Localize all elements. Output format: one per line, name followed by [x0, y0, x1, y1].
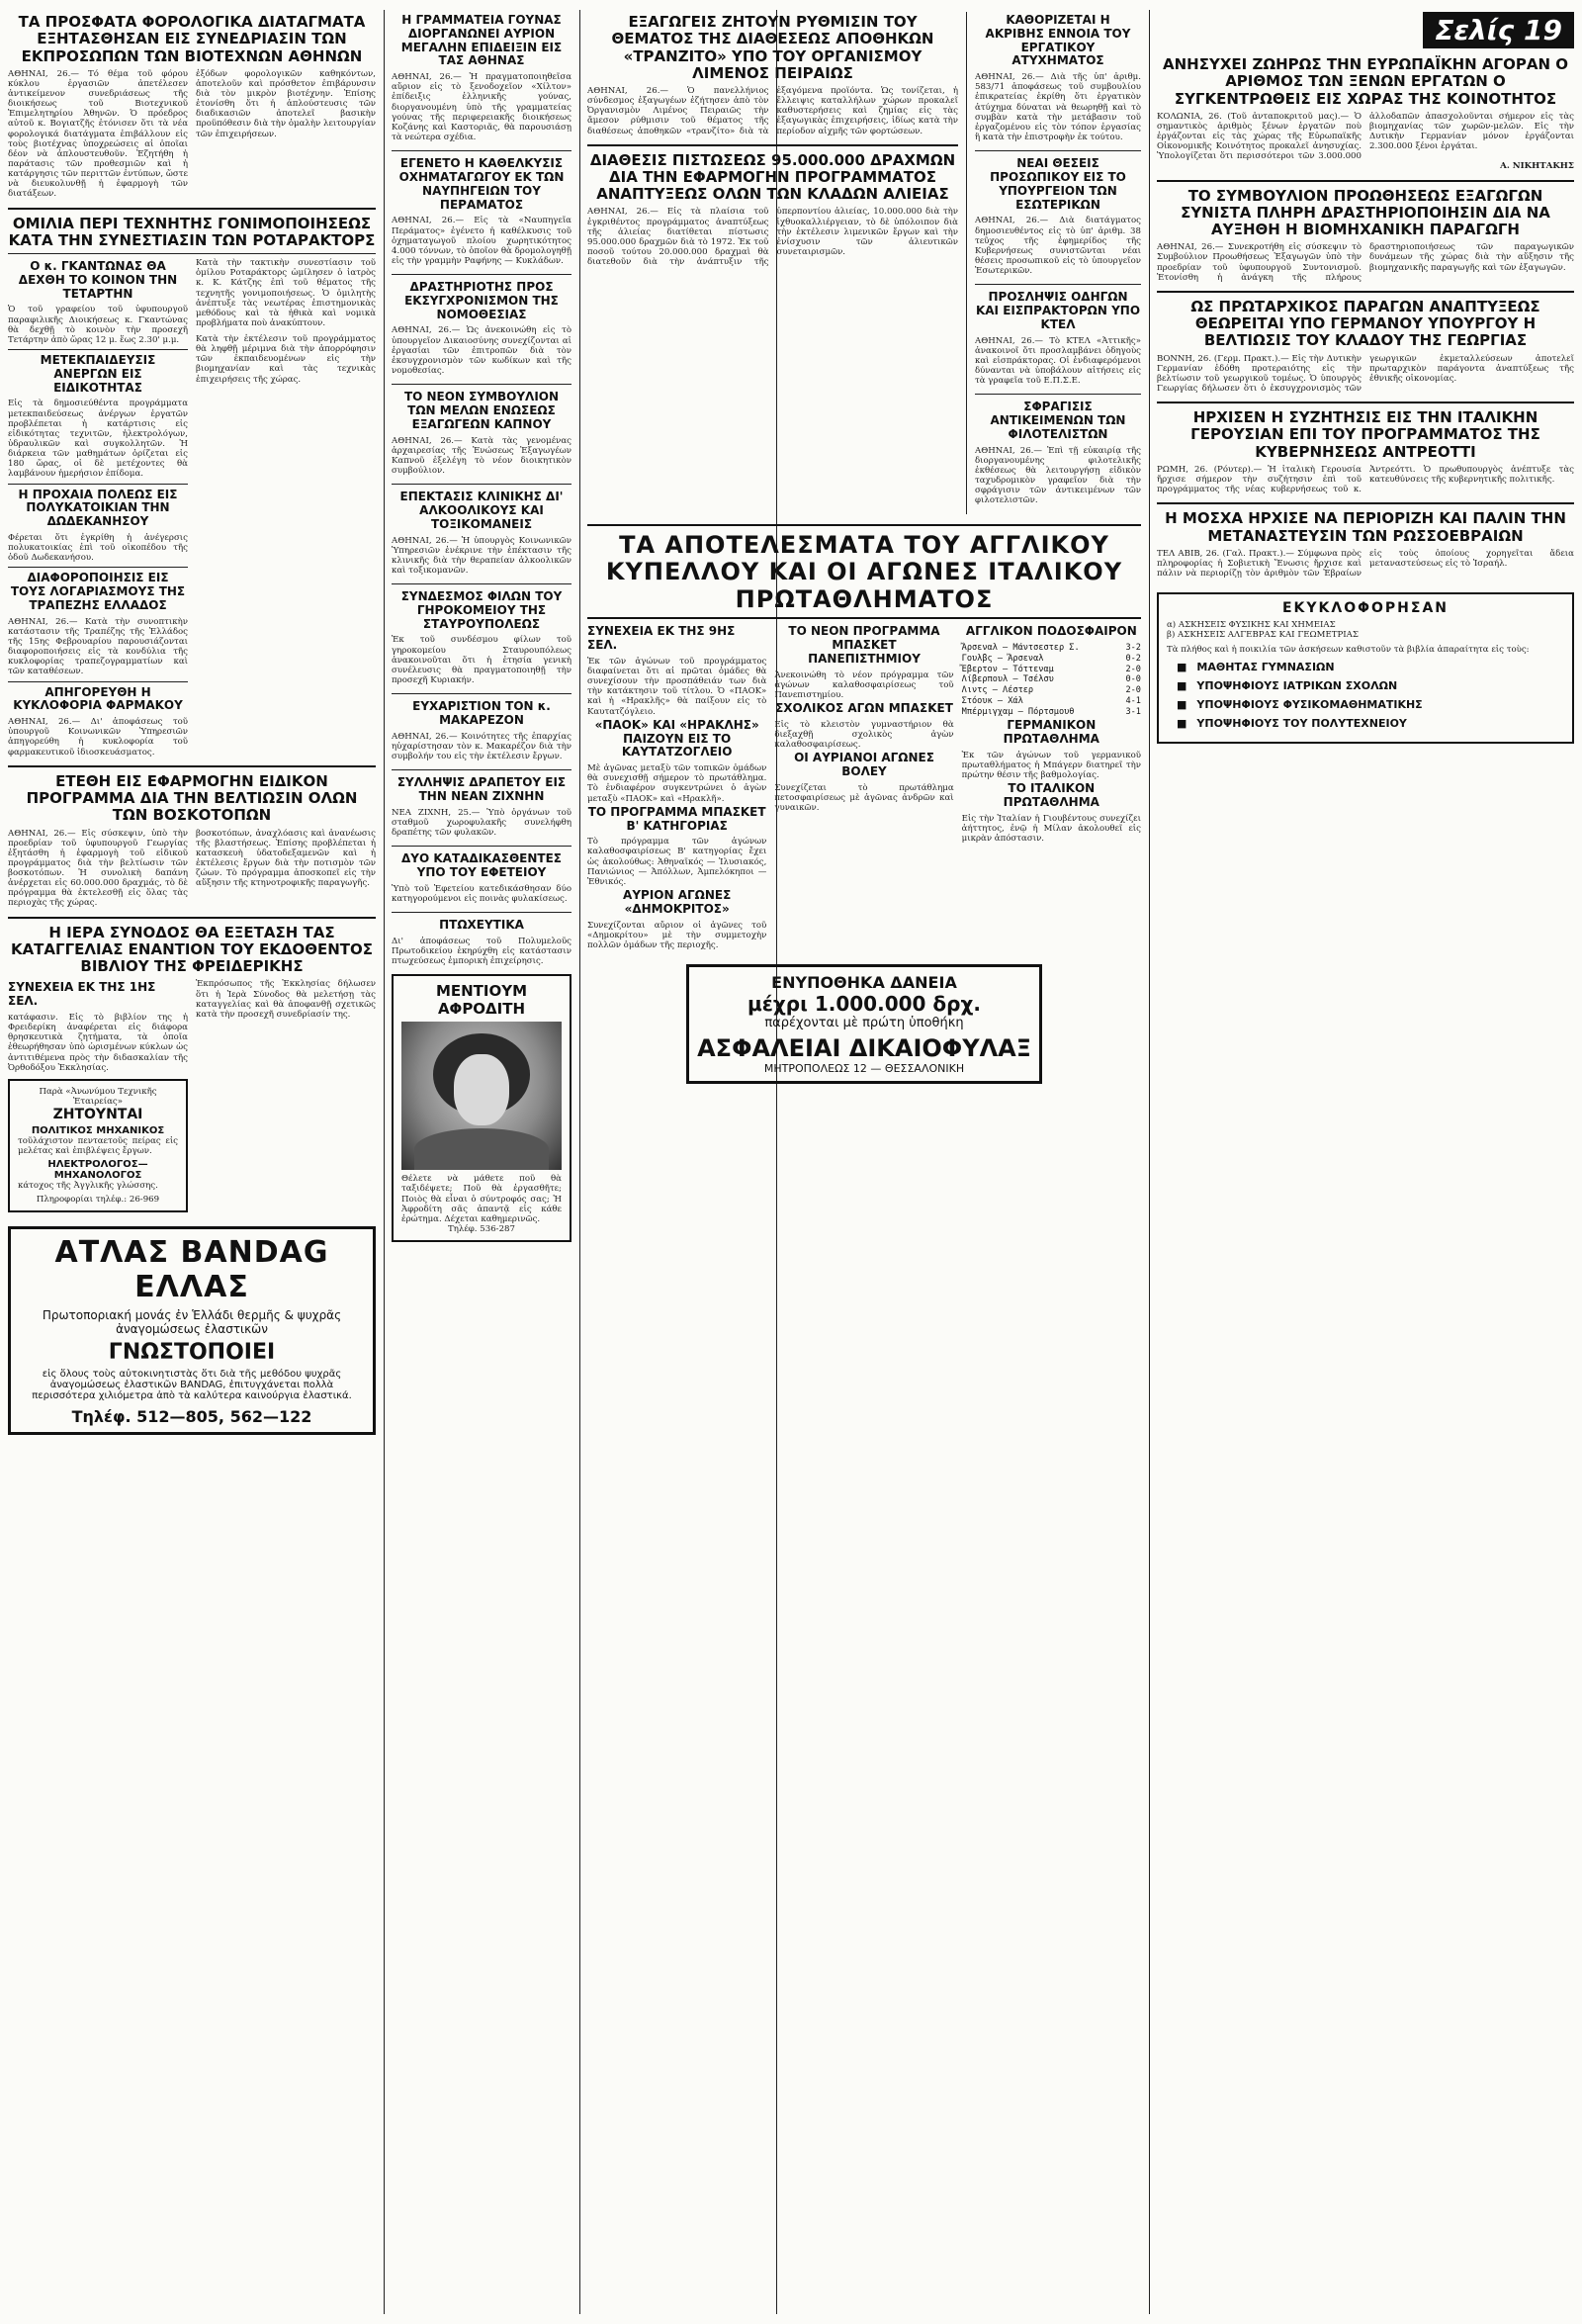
ad-item-desc: κάτοχος τῆς Ἀγγλικῆς γλώσσης. — [18, 1181, 158, 1192]
ad-item: ΗΛΕΚΤΡΟΛΟΓΟΣ—ΜΗΧΑΝΟΛΟΓΟΣ — [47, 1159, 148, 1182]
list-item: ■ ΥΠΟΨΗΦΙΟΥΣ ΤΟΥ ΠΟΛΥΤΕΧΝΕΙΟΥ — [1177, 717, 1564, 730]
article-body: ΑΘΗΝΑΙ, 26.— Κατὰ τὰς γενομένας ἀρχαιρεσίας τῆς Ἑνώσεως Ἐξαγωγέων Καπνοῦ ἐξελέγη τὸ νέον διοικητικὸν συμβούλιον. — [392, 435, 571, 476]
atlas-bandag-ad — [8, 1226, 376, 1435]
article-body: ἐξόδων φορολογικῶν καθηκόντων, ἀποτελοῦν καὶ πρόσθετον ἐπιβάρυνσιν διὰ τὸν μικρὸν βιοτέχνην. Ἐπίσης ἐτονίσθη ὅτι ἡ ἀπλούστευσις τῶν διαδικασιῶν ἀποτελεῖ βασικὴν προϋπόθεσιν διὰ τὴν ὁμαλὴν λειτουργίαν τῶν ἐπιχειρήσεων. — [196, 68, 376, 139]
ad-text: Θέλετε νὰ μάθετε ποῦ θὰ ταξιδέψετε; Ποῦ θὰ ἐργασθῆτε; Ποιὸς θὰ εἶναι ὁ σύντροφός σας; Ἡ Ἀφροδίτη σᾶς ἀπαντᾷ εἰς κάθε ἐρώτημα. Δέχεται καθημερινῶς. — [401, 1174, 562, 1224]
ad-title: ΜΕΝΤΙΟΥΜ ΑΦΡΟΔΙΤΗ — [435, 982, 528, 1019]
article-body: Εἰς τὴν Ἰταλίαν ἡ Γιουβέντους συνεχίζει ἀήττητος, ἐνῷ ἡ Μίλαν ἀκολουθεῖ εἰς μικρὰν ἀπόστασιν. — [961, 813, 1141, 845]
ad-address: ΜΗΤΡΟΠΟΛΕΩΣ 12 — ΘΕΣΣΑΛΟΝΙΚΗ — [763, 1062, 965, 1076]
article-body: Ἐκ τῶν ἀγώνων τοῦ προγράμματος διαφαίνεται ὅτι αἱ πρῶται ὁμάδες θὰ συνεχίσουν τὴν προσπάθειάν των διὰ τὴν κατάκτησιν τοῦ τίτλου. Ὁ «ΠΑΟΚ» καὶ ἡ «Ηρακλῆς» θὰ παίξουν εἰς τὸ Καυτατζόγλειο. — [587, 656, 767, 717]
article-body: βοσκοτόπων, ἀναχλόασις καὶ ἀνανέωσις τῆς βλαστήσεως. Ἐπίσης προβλέπεται ἡ κατασκευὴ ὑδατοδεξαμενῶν καὶ ἡ ἐκτέλεσις ἔργων διὰ τὴν ποτισμὸν τῶν ζώων. Τὸ πρόγραμμα ἀποσκοπεῖ εἰς τὴν αὔξησιν τῆς κτηνοτροφικῆς παραγωγῆς. — [196, 828, 376, 889]
headline: ΤΟ ΝΕΟΝ ΣΥΜΒΟΥΛΙΟΝ ΤΩΝ ΜΕΛΩΝ ΕΝΩΣΕΩΣ ΕΞΑΓΩΓΕΩΝ ΚΑΠΝΟΥ — [403, 390, 560, 431]
football-results — [962, 643, 1141, 717]
article-fertilization-talk — [8, 214, 376, 758]
article-body: Εἰς τὰ δημοσιεύθέντα προγράμματα μετεκπαιδεύσεως ἀνέργων ἐργατῶν προβλέπεται ἡ κατάρτισις εἰς εἰδικότητας τεχνιτῶν, ἡλεκτρολόγων, ὑδραυλικῶν καὶ συγκολλητῶν. Ἡ διάρκεια τῶν μαθημάτων ὁρίζεται εἰς 180 ὥρας, οἱ δὲ μετέχοντες θὰ λαμβάνουν ἡμερήσιον ἐπίδομα. — [8, 399, 188, 480]
headline: ΔΙΑΘΕΣΙΣ ΠΙΣΤΩΣΕΩΣ 95.000.000 ΔΡΑΧΜΩΝ ΔΙΑ ΤΗΝ ΕΦΑΡΜΟΓΗΝ ΠΡΟΓΡΑΜΜΑΤΟΣ ΑΝΑΠΤΥΞΕΩΣ ΟΛΩΝ ΤΩΝ ΚΛΑΔΩΝ ΑΛΙΕΙΑΣ — [589, 150, 956, 204]
ad-item: ΠΟΛΙΤΙΚΟΣ ΜΗΧΑΝΙΚΟΣ — [31, 1125, 165, 1137]
headline: ΔΡΑΣΤΗΡΙΟΤΗΣ ΠΡΟΣ ΕΚΣΥΓΧΡΟΝΙΣΜΟΝ ΤΗΣ ΝΟΜΟΘΕΣΙΑΣ — [404, 280, 559, 321]
subheadline: ΔΙΑΦΟΡΟΠΟΙΗΣΙΣ ΕΙΣ ΤΟΥΣ ΛΟΓΑΡΙΑΣΜΟΥΣ ΤΗΣ ΤΡΑΠΕΖΗΣ ΕΛΛΑΔΟΣ — [10, 571, 186, 612]
article-body: Μὲ ἀγῶνας μεταξὺ τῶν τοπικῶν ὁμάδων θὰ συνεχισθῇ σήμερον τὸ πρωτάθλημα. Τὸ ἐνδιαφέρον συγκεντρώνει ὁ ἀγὼν μεταξὺ «ΠΑΟΚ» καὶ «Ηρακλῆ». — [587, 763, 767, 804]
headline: ΤΑ ΠΡΟΣΦΑΤΑ ΦΟΡΟΛΟΓΙΚΑ ΔΙΑΤΑΓΜΑΤΑ ΕΞΗΤΑΣΘΗΣΑΝ ΕΙΣ ΣΥΝΕΔΡΙΑΣΙΝ ΤΩΝ ΕΚΠΡΟΣΩΠΩΝ ΤΩΝ ΒΙΟΤΕΧΝΩΝ ΑΘΗΝΩΝ — [18, 13, 366, 65]
column-rule — [1149, 10, 1150, 2314]
headline: Η ΜΟΣΧΑ ΗΡΧΙΣΕ ΝΑ ΠΕΡΙΟΡΙΖΗ ΚΑΙ ΠΑΛΙΝ ΤΗΝ ΜΕΤΑΝΑΣΤΕΥΣΙΝ ΤΩΝ ΡΩΣΣΟΕΒΡΑΙΩΝ — [1165, 509, 1566, 545]
headline: ΑΝΗΣΥΧΕΙ ΖΩΗΡΩΣ ΤΗΝ ΕΥΡΩΠΑΪΚΗΝ ΑΓΟΡΑΝ Ο ΑΡΙΘΜΟΣ ΤΩΝ ΞΕΝΩΝ ΕΡΓΑΤΩΝ Ο ΣΥΓΚΕΝΤΡΩΘΕΙΣ ΕΙΣ ΧΩΡΑΣ ΤΗΣ ΚΟΙΝΟΤΗΤΟΣ — [1163, 55, 1568, 108]
article-body: ΑΘΗΝΑΙ, 26.— Τὸ ΚΤΕΛ «Ἀττικῆς» ἀνακοινοῖ ὅτι προσλαμβάνει ὁδηγοὺς καὶ εἰσπράκτορας. Οἱ ἐνδιαφερόμενοι δύνανται νὰ ὑποβάλουν αἰτήσεις εἰς τὰ γραφεῖα τοῦ Ε.Π.Σ.Ε. — [975, 335, 1141, 387]
article-body: Δι' ἀποφάσεως τοῦ Πολυμελοῦς Πρωτοδικείου ἐκηρύχθη εἰς κατάστασιν πτωχεύσεως ἐμπορικὴ ἐπιχείρησις. — [392, 936, 571, 967]
ad-brand: ΑΤΛΑΣ BANDAG ΕΛΛΑΣ — [54, 1234, 329, 1304]
headline: Η ΓΡΑΜΜΑΤΕΙΑ ΓΟΥΝΑΣ ΔΙΟΡΓΑΝΩΝΕΙ ΑΥΡΙΟΝ ΜΕΓΑΛΗΝ ΕΠΙΔΕΙΞΙΝ ΕΙΣ ΤΑΣ ΑΘΗΝΑΣ — [400, 13, 563, 68]
continuation-label: ΣΥΝΕΧΕΙΑ ΕΚ ΤΗΣ 9ΗΣ ΣΕΛ. — [587, 624, 736, 653]
headline: ΕΞΑΓΩΓΕΙΣ ΖΗΤΟΥΝ ΡΥΘΜΙΣΙΝ ΤΟΥ ΘΕΜΑΤΟΣ ΤΗΣ ΔΙΑΘΕΣΕΩΣ ΑΠΟΘΗΚΩΝ «ΤΡΑΝΖΙΤΟ» ΥΠΟ ΤΟΥ ΟΡΓΑΝΙΣΜΟΥ ΛΙΜΕΝΟΣ ΠΕΙΡΑΙΩΣ — [611, 13, 934, 82]
article-body: ΡΩΜΗ, 26. (Ρόυτερ).— Ἡ ἰταλικὴ Γερουσία ἤρχισε σήμερον τὴν συζήτησιν ἐπὶ τοῦ προγράμματος τῆς νέας κυβερνήσεως τοῦ κ. Ἀντρεόττι. Ὁ πρωθυπουργὸς ἀνέπτυξε τὰς κατευθύνσεις τῆς κυβερνητικῆς πολιτικῆς. — [1157, 464, 1574, 495]
article-body: Ἐκ τῶν ἀγώνων τοῦ γερμανικοῦ πρωταθλήματος ἡ Μπάγερν διατηρεῖ τὴν πρώτην θέσιν τῆς βαθμολογίας. — [961, 750, 1141, 781]
sports-section — [587, 530, 1141, 950]
subheadline: ΟΙ ΑΥΡΙΑΝΟΙ ΑΓΩΝΕΣ ΒΟΛΕΥ — [794, 751, 934, 779]
result-row: Λιντς — Λέστερ 2-0 — [961, 685, 1141, 696]
headline: ΕΓΕΝΕΤΟ Η ΚΑΘΕΛΚΥΣΙΣ ΟΧΗΜΑΤΑΓΩΓΟΥ ΕΚ ΤΩΝ ΝΑΥΠΗΓΕΙΩΝ ΤΟΥ ΠΕΡΑΜΑΤΟΣ — [398, 156, 565, 212]
article-body: ΑΘΗΝΑΙ, 26.— Διὰ τῆς ὑπ' ἀριθμ. 583/71 ἀποφάσεως τοῦ συμβουλίου ἐπικρατείας ἐκρίθη ὅτι ἐργατικὸν ἀτύχημα δύναται νὰ θεωρηθῇ καὶ τὸ συμβὰν κατὰ τὴν μετάβασιν τοῦ ἐργαζομένου εἰς τὸν τόπον ἐργασίας ἢ κατὰ τὴν ἐπιστροφὴν ἐκ τούτου. — [975, 72, 1141, 143]
headline: ΝΕΑΙ ΘΕΣΕΙΣ ΠΡΟΣΩΠΙΚΟΥ ΕΙΣ ΤΟ ΥΠΟΥΡΓΕΙΟΝ ΤΩΝ ΕΣΩΤΕΡΙΚΩΝ — [990, 156, 1126, 212]
article-body: Συνεχίζονται αὔριον οἱ ἀγῶνες τοῦ «Δημοκρίτου» μὲ τὴν συμμετοχὴν πολλῶν ὁμάδων τῆς περιοχῆς. — [587, 920, 767, 950]
ad-phone: Πληροφορίαι τηλέφ.: 26-969 — [36, 1194, 160, 1205]
article-italian-senate — [1157, 407, 1574, 494]
subheadline: ΤΟ ΝΕΟΝ ΠΡΟΓΡΑΜΜΑ ΜΠΑΣΚΕΤ ΠΑΝΕΠΙΣΤΗΜΙΟΥ — [788, 624, 940, 666]
page-number-label: Σελίς 19 — [1423, 12, 1574, 48]
article-body: Συνεχίζεται τὸ πρωτάθλημα πετοσφαιρίσεως μὲ ἀγῶνας ἀνδρῶν καὶ γυναικῶν. — [774, 782, 954, 814]
aphrodite-ad — [392, 974, 571, 1242]
column-1 — [8, 12, 376, 1441]
article-body: Ὁ τοῦ γραφείου τοῦ ὑφυπουργοῦ παραφιλικῆς Διοικήσεως κ. Γκαντώνας θὰ δεχθῇ τὸ κοινὸν τὴν προσεχῆ Τετάρτην ἀπὸ ὥρας 12 μ. ἕως 2.30' μ.μ. — [8, 305, 188, 345]
article-body: ΑΘΗΝΑΙ, 26.— Διὰ διατάγματος δημοσιευθέντος εἰς τὸ ὑπ' ἀριθμ. 38 τεῦχος τῆς ἐφημερίδος τῆς Κυβερνήσεως συνιστῶνται νέαι θέσεις προσωπικοῦ εἰς τὸ ὑπουργεῖον Ἐσωτερικῶν. — [975, 216, 1141, 277]
circulation-ad — [1157, 592, 1574, 743]
headline: Η ΙΕΡΑ ΣΥΝΟΔΟΣ ΘΑ ΕΞΕΤΑΣΗ ΤΑΣ ΚΑΤΑΓΓΕΛΙΑΣ ΕΝΑΝΤΙΟΝ ΤΟΥ ΕΚΔΟΘΕΝΤΟΣ ΒΙΒΛΙΟΥ ΤΗΣ ΦΡΕΙΔΕΡΙΚΗΣ — [10, 923, 374, 976]
ad-phone: Τηλέφ. 536-287 — [448, 1223, 515, 1234]
headline: ΠΤΩΧΕΥΤΙΚΑ — [439, 918, 524, 933]
subheadline: ΑΓΓΛΙΚΟΝ ΠΟΔΟΣΦΑΙΡΟΝ — [965, 624, 1137, 639]
article-body: ΑΘΗΝΑΙ, 26.— Συνεκροτήθη εἰς σύσκεψιν τὸ Συμβούλιον Προωθήσεως Ἐξαγωγῶν ὑπὸ τὴν προεδρίαν τοῦ ὑφυπουργοῦ Συντονισμοῦ. Ἐτονίσθη ἡ ἀνάγκη τῆς πλήρους δραστηριοποιήσεως τῶν παραγωγικῶν δυνάμεων τῆς χώρας διὰ τὴν αὔξησιν τῆς βιομηχανικῆς παραγωγῆς καὶ τῶν ἐξαγωγῶν. — [1157, 242, 1574, 283]
article-body: ΑΘΗΝΑΙ, 26.— Ὡς ἀνεκοινώθη εἰς τὸ ὑπουργεῖον Δικαιοσύνης συνεχίζονται αἱ ἐργασίαι τῶν ἐπιτροπῶν διὰ τὸν ἐκσυγχρονισμὸν τῶν κωδίκων καὶ τῆς νομοθεσίας. — [392, 325, 571, 377]
headline: ΩΣ ΠΡΩΤΑΡΧΙΚΟΣ ΠΑΡΑΓΩΝ ΑΝΑΠΤΥΞΕΩΣ ΘΕΩΡΕΙΤΑΙ ΥΠΟ ΓΕΡΜΑΝΟΥ ΥΠΟΥΡΓΟΥ Η ΒΕΛΤΙΩΣΙΣ ΤΟΥ ΚΛΑΔΟΥ ΤΗΣ ΓΕΩΡΓΙΑΣ — [1190, 297, 1540, 350]
ad-line: ΕΝΥΠΟΘΗΚΑ ΔΑΝΕΙΑ — [771, 973, 957, 993]
article-fishing-credit — [587, 150, 958, 268]
article-body: ΒΟΝΝΗ, 26. (Γερμ. Πρακτ.).— Εἰς τὴν Δυτικὴν Γερμανίαν ἐδόθη προτεραιότης εἰς τὴν βελτίωσιν τοῦ γεωργικοῦ τομέως. Ὁ ὑπουργὸς Γεωργίας δήλωσεν ὅτι ὁ ἐκσυγχρονισμὸς τῶν γεωργικῶν ἐκμεταλλεύσεων ἀποτελεῖ πρωταρχικὸν παράγοντα ἀναπτύξεως τῆς ἐθνικῆς οἰκονομίας. — [1157, 353, 1574, 395]
headline: ΗΡΧΙΣΕΝ Η ΣΥΖΗΤΗΣΙΣ ΕΙΣ ΤΗΝ ΙΤΑΛΙΚΗΝ ΓΕΡΟΥΣΙΑΝ ΕΠΙ ΤΟΥ ΠΡΟΓΡΑΜΜΑΤΟΣ ΤΗΣ ΚΥΒΕΡΝΗΣΕΩΣ ΑΝΤΡΕΟΤΤΙ — [1190, 408, 1540, 461]
column-3 — [392, 12, 571, 1248]
headline: ΤΟ ΣΥΜΒΟΥΛΙΟΝ ΠΡΟΩΘΗΣΕΩΣ ΕΞΑΓΩΓΩΝ ΣΥΝΙΣΤΑ ΠΛΗΡΗ ΔΡΑΣΤΗΡΙΟΠΟΙΗΣΙΝ ΔΙΑ ΝΑ ΑΥΞΗΘΗ Η ΒΙΟΜΗΧΑΝΙΚΗ ΠΑΡΑΓΩΓΗ — [1181, 186, 1550, 239]
list-item: ■ ΥΠΟΨΗΦΙΟΥΣ ΙΑΤΡΙΚΩΝ ΣΧΟΛΩΝ — [1177, 679, 1564, 692]
subheadline: «ΠΑΟΚ» ΚΑΙ «ΗΡΑΚΛΗΣ» ΠΑΙΖΟΥΝ ΕΙΣ ΤΟ ΚΑΥΤΑΤΖΟΓΛΕΙΟ — [594, 717, 759, 760]
sports-headline: ΤΑ ΑΠΟΤΕΛΕΣΜΑΤΑ ΤΟΥ ΑΓΓΛΙΚΟΥ ΚΥΠΕΛΛΟΥ ΚΑΙ ΟΙ ΑΓΩΝΕΣ ΙΤΑΛΙΚΟΥ ΠΡΩΤΑΘΛΗΜΑΤΟΣ — [605, 530, 1123, 613]
headline: ΔΥΟ ΚΑΤΑΔΙΚΑΣΘΕΝΤΕΣ ΥΠΟ ΤΟΥ ΕΦΕΤΕΙΟΥ — [401, 851, 562, 879]
article-body: κατάφασιν. Εἰς τὸ βιβλίον της ἡ Φρειδερίκη ἀναφέρεται εἰς διάφορα θρησκευτικὰ ζητήματα, τὰ ὁποῖα ἐθεωρήθησαν ὑπὸ ὡρισμένων κύκλων ὡς ἀντιτιθέμενα πρὸς τὴν διδασκαλίαν τῆς Ὀρθοδόξου Ἐκκλησίας. — [8, 1012, 188, 1073]
subheadline: ΑΥΡΙΟΝ ΑΓΩΝΕΣ «ΔΗΜΟΚΡΙΤΟΣ» — [623, 888, 732, 916]
article-body: ΝΕΑ ΖΙΧΝΗ, 25.— Ὑπὸ ὀργάνων τοῦ σταθμοῦ χωροφυλακῆς συνελήφθη δραπέτης τῶν φυλακῶν. — [392, 807, 571, 839]
article-body: Κατὰ τὴν ἐκτέλεσιν τοῦ προγράμματος θὰ ληφθῇ μέριμνα διὰ τὴν ἀπορρόφησιν τῶν ἐκπαιδευομένων εἰς τὴν βιομηχανίαν καὶ τὰς τεχνικὰς ἐπιχειρήσεις τῆς χώρας. — [196, 334, 376, 385]
ad-line: παρέχονται μὲ πρώτη ὑποθήκη — [764, 1016, 964, 1031]
article-body: Ὑπὸ τοῦ Ἐφετείου κατεδικάσθησαν δύο κατηγορούμενοι εἰς ποινὰς φυλακίσεως. — [392, 883, 571, 904]
result-row: Στόουκ — Χάλ 4-1 — [961, 695, 1141, 706]
ad-text: εἰς ὅλους τοὺς αὐτοκινητιστὰς ὅτι διὰ τῆς μεθόδου ψυχρᾶς ἀναγομώσεως ἐλαστικῶν BANDAG, ἐπιτυγχάνεται πολλὰ περισσότερα χιλιόμετρα ἀπὸ τὰ καλύτερα καινούργια ἐλαστικά. — [32, 1368, 352, 1401]
subheadline: ΓΕΡΜΑΝΙΚΟΝ ΠΡΩΤΑΘΛΗΜΑ — [1003, 718, 1099, 747]
subheadline: Ο κ. ΓΚΑΝΤΩΝΑΣ ΘΑ ΔΕΧΘΗ ΤΟ ΚΟΙΝΟΝ ΤΗΝ ΤΕΤΑΡΤΗΝ — [18, 259, 178, 301]
article-holy-synod — [8, 923, 376, 1218]
ad-phone: Τηλέφ. 512—805, 562—122 — [71, 1406, 312, 1426]
continuation-label: ΣΥΝΕΧΕΙΑ ΕΚ ΤΗΣ 1ΗΣ ΣΕΛ. — [8, 980, 156, 1009]
ad-item-desc: τοῦλάχιστον πενταετοῦς πείρας εἰς μελέτας καὶ ἐπιβλέψεις ἔργων. — [18, 1136, 178, 1157]
subheadline: Η ΠΡΟΧΑΙΑ ΠΟΛΕΩΣ ΕΙΣ ΠΟΛΥΚΑΤΟΙΚΙΑΝ ΤΗΝ ΔΩΔΕΚΑΝΗΣΟΥ — [18, 487, 178, 529]
headline: ΕΠΕΚΤΑΣΙΣ ΚΛΙΝΙΚΗΣ ΔΙ' ΑΛΚΟΟΛΙΚΟΥΣ ΚΑΙ ΤΟΞΙΚΟΜΑΝΕΙΣ — [399, 490, 564, 531]
article-body: Τὸ πρόγραμμα τῶν ἀγώνων καλαθοσφαιρίσεως Β' κατηγορίας ἔχει ὡς ἀκολούθως: Ἀθηναϊκός — Ἰλυσιακός, Πανιώνιος — Ἀπόλλων, Ἀμπελόκηποι — Ἐθνικός. — [587, 837, 767, 887]
subheadline: ΤΟ ΠΡΟΓΡΑΜΜΑ ΜΠΑΣΚΕΤ Β' ΚΑΤΗΓΟΡΙΑΣ — [587, 804, 766, 833]
headline: ΣΥΛΛΗΨΙΣ ΔΡΑΠΕΤΟΥ ΕΙΣ ΤΗΝ ΝΕΑΝ ΖΙΧΝΗΝ — [396, 775, 567, 803]
audience-list — [1167, 661, 1564, 730]
article-moscow-emigration — [1157, 508, 1574, 579]
article-body: Ἐκπρόσωπος τῆς Ἐκκλησίας δήλωσεν ὅτι ἡ Ἱερὰ Σύνοδος θὰ μελετήσῃ τὰς καταγγελίας καὶ θὰ ἀποφανθῇ σχετικῶς κατὰ τὴν προσεχῆ συνεδρίασίν της. — [196, 979, 376, 1020]
article-foreign-workers — [1157, 54, 1574, 172]
article-body: Φέρεται ὅτι ἐγκρίθη ἡ ἀνέγερσις πολυκατοικίας ἐπὶ τοῦ οἰκοπέδου τῆς ὁδοῦ Δωδεκανήσου. — [8, 532, 188, 564]
article-body: Ἀνεκοινώθη τὸ νέον πρόγραμμα τῶν ἀγώνων καλαθοσφαιρίσεως τοῦ Πανεπιστημίου. — [774, 670, 954, 700]
article-body: ΑΘΗΝΑΙ, 26.— Κατὰ τὴν συνοπτικὴν κατάστασιν τῆς Τραπέζης τῆς Ἑλλάδος τῆς 15ης Φεβρουαρίου παρουσιάζονται διαφοροποιήσεις εἰς τὰ κονδύλια τῆς κυκλοφορίας τραπεζογραμματίων καὶ τῶν καταθέσεων. — [8, 616, 188, 677]
portrait-photo — [401, 1022, 562, 1170]
headline: ΠΡΟΣΛΗΨΙΣ ΟΔΗΓΩΝ ΚΑΙ ΕΙΣΠΡΑΚΤΟΡΩΝ ΥΠΟ ΚΤΕΛ — [975, 290, 1141, 331]
headline: ΕΤΕΘΗ ΕΙΣ ΕΦΑΡΜΟΓΗΝ ΕΙΔΙΚΟΝ ΠΡΟΓΡΑΜΜΑ ΔΙΑ ΤΗΝ ΒΕΛΤΙΩΣΙΝ ΟΛΩΝ ΤΩΝ ΒΟΣΚΟΤΟΠΩΝ — [26, 771, 358, 825]
headline: ΣΦΡΑΓΙΣΙΣ ΑΝΤΙΚΕΙΜΕΝΩΝ ΤΩΝ ΦΙΛΟΤΕΛΙΣΤΩΝ — [990, 400, 1126, 441]
list-item: ■ ΥΠΟΨΗΦΙΟΥΣ ΦΥΣΙΚΟΜΑΘΗΜΑΤΙΚΗΣ — [1177, 698, 1564, 711]
article-export-council — [1157, 186, 1574, 283]
ad-line: α) ΑΣΚΗΣΕΙΣ ΦΥΣΙΚΗΣ ΚΑΙ ΧΗΜΕΙΑΣ — [1167, 620, 1336, 631]
article-tax-decrees — [8, 12, 376, 200]
article-body: Ἐκ τοῦ συνδέσμου φίλων τοῦ γηροκομείου Σταυρουπόλεως ἀνακοινοῦται ὅτι ἡ ἐτησία γενικὴ συνέλευσις θὰ πραγματοποιηθῇ τὴν προσεχῆ Κυριακήν. — [392, 635, 571, 686]
ad-title: ΕΚΥΚΛΟΦΟΡΗΣΑΝ — [1281, 600, 1450, 617]
ad-headline: ΓΝΩΣΤΟΠΟΙΕΙ — [108, 1339, 276, 1365]
result-row: Μπέρμιγχαμ — Πόρτσμουθ 3-1 — [961, 706, 1141, 717]
list-item: ■ ΜΑΘΗΤΑΣ ΓΥΜΝΑΣΙΩΝ — [1177, 661, 1564, 673]
article-body: ΑΘΗΝΑΙ, 26.— Κοινότητες τῆς ἐπαρχίας ηὐχαρίστησαν τὸν κ. Μακαρέζον διὰ τὴν συμβολήν του εἰς τὴν ἐκτέλεσιν ἔργων. — [392, 731, 571, 762]
subheadline: ΜΕΤΕΚΠΑΙΔΕΥΣΙΣ ΑΝΕΡΓΩΝ ΕΙΣ ΕΙΔΙΚΟΤΗΤΑΣ — [40, 353, 156, 395]
article-transit-warehouses — [587, 12, 958, 136]
ad-text: Τὰ πλήθος καὶ ἡ ποικιλία τῶν ἀσκήσεων καθιστοῦν τὰ βιβλία ἀπαραίτητα εἰς τοὺς: — [1167, 644, 1530, 655]
byline: Α. ΝΙΚΗΤΑΚΗΣ — [1500, 161, 1574, 172]
result-row: Ἄρσεναλ — Μάντσεστερ Σ. 3-2 — [961, 643, 1141, 654]
article-body: ΑΘΗΝΑΙ, 26.— Ἐπὶ τῇ εὐκαιρίᾳ τῆς διοργανουμένης φιλοτελικῆς ἐκθέσεως θὰ λειτουργήσῃ εἰδικὸν ταχυδρομικὸν γραφεῖον διὰ τὴν σφράγισιν τῶν ἀντικειμένων τῶν φιλοτελιστῶν. — [975, 445, 1141, 506]
article-body: Κατὰ τὴν τακτικὴν συνεστίασιν τοῦ ὁμίλου Ροταράκτορς ὡμίλησεν ὁ ἰατρὸς κ. Κ. Κάτζης ἐπὶ τοῦ θέματος τῆς τεχνητῆς γονιμοποιήσεως. Ὁ ὁμιλητὴς ἀνέπτυξε τὰς νεωτέρας ἐπιστημονικὰς μεθόδους καὶ τὰ ἠθικὰ καὶ νομικὰ προβλήματα ποὺ ἀνακύπτουν. — [196, 258, 376, 328]
article-german-agriculture — [1157, 297, 1574, 394]
article-body: ΑΘΗΝΑΙ, 26.— Εἰς τὰ «Ναυπηγεῖα Περάματος» ἐγένετο ἡ καθέλκυσις τοῦ ὀχηματαγωγοῦ πλοίου χωρητικότητος 4.000 τόννων, τὸ ὁποῖον θὰ δρομολογηθῇ εἰς τὴν γραμμὴν Ραφήνης — Κυκλάδων. — [392, 216, 571, 266]
wanted-ad — [8, 1079, 188, 1212]
result-row: Ἔβερτον — Τόττεναμ 2-0 — [961, 664, 1141, 674]
subheadline: ΣΧΟΛΙΚΟΣ ΑΓΩΝ ΜΠΑΣΚΕΤ — [775, 701, 953, 716]
ad-intro: Παρὰ «Ἀνωνύμου Τεχνικῆς Ἐταιρείας» — [39, 1086, 157, 1107]
article-body: ΤΕΛ ΑΒΙΒ, 26. (Γαλ. Πρακτ.).— Σύμφωνα πρὸς πληροφορίας ἡ Σοβιετικὴ Ἕνωσις ἤρχισε καὶ πάλιν νὰ περιορίζῃ τὸν ἀριθμὸν τῶν Ἑβραίων εἰς τοὺς ὁποίους χορηγεῖται ἄδεια μεταναστεύσεως εἰς τὸ Ἰσραήλ. — [1157, 548, 1574, 580]
article-body: ΑΘΗΝΑΙ, 26.— Δι' ἀποφάσεως τοῦ ὑπουργοῦ Κοινωνικῶν Ὑπηρεσιῶν ἀπηγορεύθη ἡ κυκλοφορία τοῦ φαρμακευτικοῦ ἰδιοσκευάσματος. — [8, 717, 188, 758]
article-body: ΑΘΗΝΑΙ, 26.— Τό θέμα τοῦ φόρου κύκλου ἐργασιῶν ἀπετέλεσεν ἀντικείμενον συνεδριάσεως τῆς διοικήσεως τοῦ Βιοτεχνικοῦ Ἐπιμελητηρίου Ἀθηνῶν. Ὁ πρόεδρος αὐτοῦ κ. Βογιατζῆς ἐτόνισεν ὅτι τὰ νέα φορολογικά διατάγματα ἐπιβάλλουν εἰς τοὺς βιοτέχνας ὑποχρεώσεις αἱ ὁποῖαι δέον νὰ ἀπλουστευθοῦν. Ἐζητήθη ἡ παράτασις τῶν προθεσμιῶν καὶ ἡ κατάργησις τῶν περιττῶν ἐντύπων, ὥστε νὰ διευκολυνθῇ ἡ ἐφαρμογὴ τῶν διατάξεων. — [8, 68, 188, 200]
subheadline: ΤΟ ΙΤΑΛΙΚΟΝ ΠΡΩΤΑΘΛΗΜΑ — [1003, 781, 1099, 810]
article-body: ΑΘΗΝΑΙ, 26.— Ἡ πραγματοποιηθεῖσα αὔριον εἰς τὸ ξενοδοχεῖον «Χίλτον» ἐπίδειξις ἑλληνικῆς γούνας, διοργανουμένη ὑπὸ τῆς γραμματείας γούνας τῆς περιφερειακῆς διοικήσεως Κοζάνης καὶ Καστοριᾶς, θὰ παρουσιάσῃ τὰ νεώτερα σχέδια. — [392, 72, 571, 143]
result-row: Γουλβς — Ἄρσεναλ 0-2 — [961, 653, 1141, 664]
ad-tagline: Πρωτοποριακή μονάς ἐν Ἑλλάδι θερμῆς & ψυχρᾶς ἀναγομώσεως ἐλαστικῶν — [42, 1307, 342, 1336]
article-body: ΑΘΗΝΑΙ, 26.— Ὁ πανελλήνιος σύνδεσμος ἐξαγωγέων ἐζήτησεν ἀπὸ τὸν Ὀργανισμὸν Λιμένος Πειραιῶς τὴν ἄμεσον ρύθμισιν τοῦ θέματος τῆς διαθέσεως ἀποθηκῶν «τρανζίτο» διὰ τὰ ἐξαγόμενα προϊόντα. Ὡς τονίζεται, ἡ ἔλλειψις καταλλήλων χώρων προκαλεῖ καθυστερήσεις καὶ ζημίας εἰς τὰς ἐξαγωγικὰς ἐπιχειρήσεις, ἰδίως κατὰ τὴν περίοδον αἰχμῆς τῶν φορτώσεων. — [587, 86, 958, 136]
ad-brand: ΑΣΦΑΛΕΙΑΙ ΔΙΚΑΙΟΦΥΛΑΞ — [697, 1034, 1031, 1063]
article-body: ΚΟΛΩΝΙΑ, 26. (Τοῦ ἀνταποκριτοῦ μας).— Ὁ σημαντικὸς ἀριθμὸς ξένων ἐργατῶν ποὺ ἐργάζονται εἰς τὰς χώρας τῆς Εὐρωπαϊκῆς Οἰκονομικῆς Κοινότητος προκαλεῖ ἀνησυχίας. Ὑπολογίζεται ὅτι περισσότεροι τῶν 3.000.000 ἀλλοδαπῶν ἀπασχολοῦνται σήμερον εἰς τὰς βιομηχανίας τῶν χωρῶν-μελῶν. Εἰς τὴν Δυτικὴν Γερμανίαν μόνον ἐργάζονται 2.300.000 ξένοι ἐργάται. — [1157, 111, 1574, 162]
column-4-5 — [587, 12, 1141, 1084]
ad-line: β) ΑΣΚΗΣΕΙΣ ΑΛΓΕΒΡΑΣ ΚΑΙ ΓΕΩΜΕΤΡΙΑΣ — [1167, 630, 1359, 641]
column-6 — [1157, 12, 1574, 750]
column-rule — [384, 10, 385, 2314]
article-body: ΑΘΗΝΑΙ, 26.— Ἡ ὑπουργὸς Κοινωνικῶν Ὑπηρεσιῶν ἐνέκρινε τὴν ἐπέκτασιν τῆς κλινικῆς διὰ τὴν θεραπείαν ἀλκοολικῶν καὶ τοξικομανῶν. — [392, 535, 571, 576]
result-row: Λίβερπουλ — Τσέλσυ 0-0 — [961, 674, 1141, 685]
article-body: ΑΘΗΝΑΙ, 26.— Εἰς σύσκεψιν, ὑπὸ τὴν προεδρίαν τοῦ ὑφυπουργοῦ Γεωργίας ἐξητάσθη ἡ ἐφαρμογὴ τοῦ εἰδικοῦ προγράμματος διὰ τὴν βελτίωσιν τῶν βοσκοτόπων. Ἡ συνολικὴ δαπάνη ἀνέρχεται εἰς 60.000.000 δραχμάς, τὸ δὲ πρόγραμμα θὰ ἐκτελεσθῇ εἰς ὅλας τὰς περιοχὰς τῆς χώρας. — [8, 828, 188, 909]
article-body: Εἰς τὸ κλειστὸν γυμναστήριον θὰ διεξαχθῇ σχολικὸς ἀγὼν καλαθοσφαιρίσεως. — [774, 719, 954, 751]
headline: ΕΥΧΑΡΙΣΤΙΟΝ ΤΟΝ κ. ΜΑΚΑΡΕΖΟΝ — [412, 699, 551, 727]
loan-ad — [686, 964, 1042, 1084]
article-body: ΑΘΗΝΑΙ, 26.— Εἰς τὰ πλαίσια τοῦ ἐγκριθέντος προγράμματος ἀναπτύξεως τῆς ἁλιείας διατίθεται πίστωσις 95.000.000 δραχμῶν διὰ τὸ 1972. Ἐκ τοῦ ποσοῦ τούτου 20.000.000 δραχμαὶ θὰ διατεθοῦν διὰ τὴν ἀνάπτυξιν τῆς ὑπερποντίου ἁλιείας, 10.000.000 διὰ τὴν ἰχθυοκαλλιέργειαν, τὸ δὲ ὑπόλοιπον διὰ τὴν ἐκτέλεσιν λιμενικῶν ἔργων καὶ τὴν ἐνίσχυσιν τῶν ἁλιευτικῶν συνεταιρισμῶν. — [587, 207, 958, 268]
ad-title: ΖΗΤΟΥΝΤΑΙ — [52, 1107, 143, 1123]
headline: ΟΜΙΛΙΑ ΠΕΡΙ ΤΕΧΝΗΤΗΣ ΓΟΝΙΜΟΠΟΙΗΣΕΩΣ ΚΑΤΑ ΤΗΝ ΣΥΝΕΣΤΙΑΣΙΝ ΤΩΝ ΡΟΤΑΡΑΚΤΟΡΣ — [8, 214, 376, 249]
article-pastures — [8, 771, 376, 909]
subheadline: ΑΠΗΓΟΡΕΥΘΗ Η ΚΥΚΛΟΦΟΡΙΑ ΦΑΡΜΑΚΟΥ — [13, 684, 183, 713]
column-rule — [579, 10, 580, 2314]
ad-line: μέχρι 1.000.000 δρχ. — [747, 992, 981, 1017]
headline: ΚΑΘΟΡΙΖΕΤΑΙ Η ΑΚΡΙΒΗΣ ΕΝΝΟΙΑ ΤΟΥ ΕΡΓΑΤΙΚΟΥ ΑΤΥΧΗΜΑΤΟΣ — [985, 13, 1131, 68]
headline: ΣΥΝΔΕΣΜΟΣ ΦΙΛΩΝ ΤΟΥ ΓΗΡΟΚΟΜΕΙΟΥ ΤΗΣ ΣΤΑΥΡΟΥΠΟΛΕΩΣ — [400, 589, 563, 631]
